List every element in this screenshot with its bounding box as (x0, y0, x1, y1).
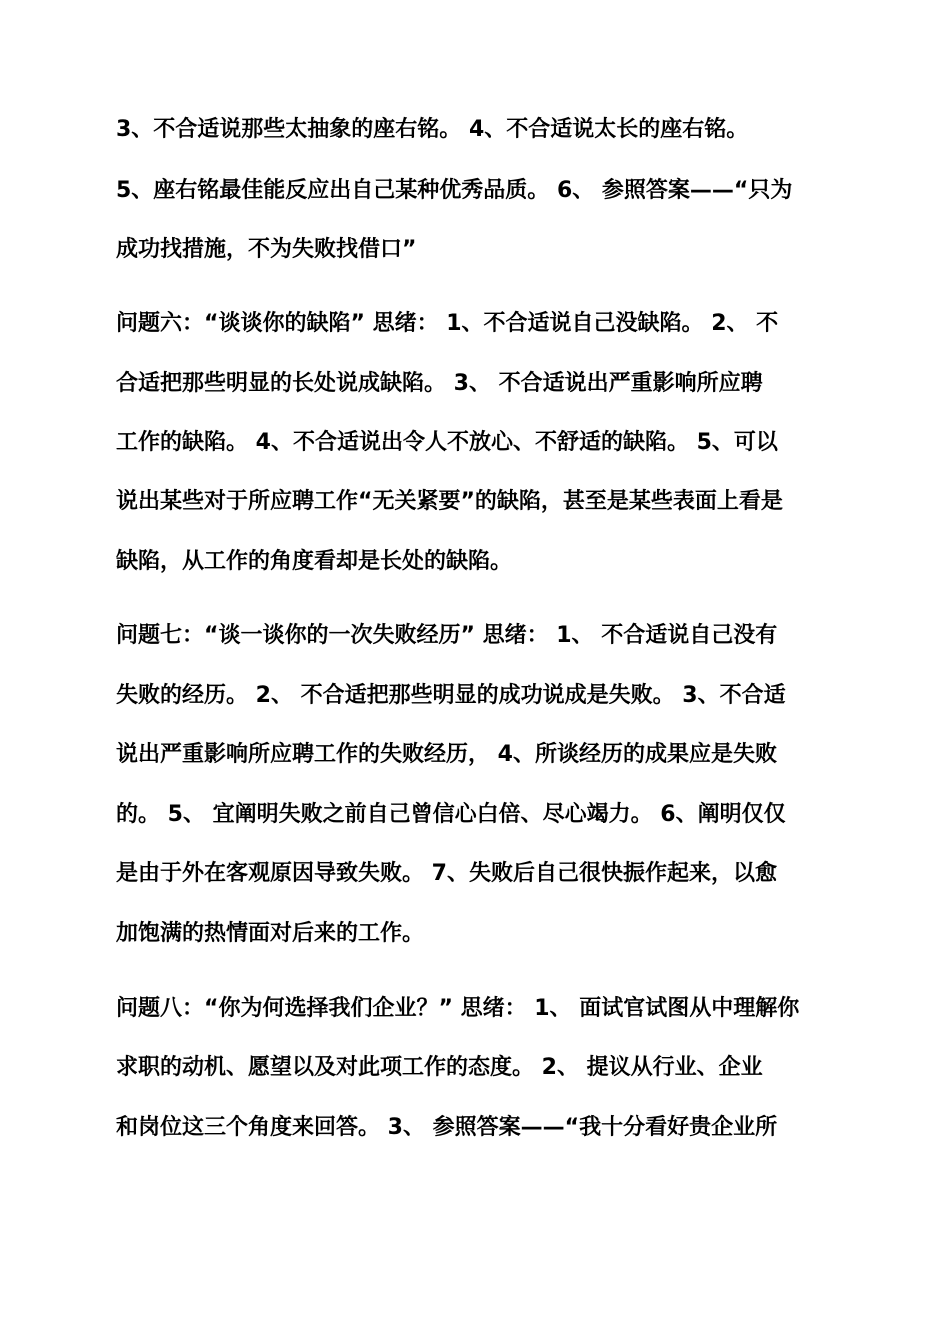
text-line: 加饱满的热情面对后来的工作。 (116, 921, 425, 946)
text-line: 求职的动机、愿望以及对此项工作的态度。 2、 提议从行业、企业 (116, 1055, 763, 1080)
text-line: 的。 5、 宜阐明失败之前自己曾信心白倍、尽心竭力。 6、阐明仅仅 (116, 802, 786, 827)
text-line: 缺陷，从工作的角度看却是长处的缺陷。 (116, 549, 513, 574)
text-line: 问题六：“谈谈你的缺陷” 思绪： 1、不合适说自己没缺陷。 2、 不 (116, 311, 779, 336)
text-line: 成功找措施，不为失败找借口” (116, 237, 417, 262)
text-line: 合适把那些明显的长处说成缺陷。 3、 不合适说出严重影响所应聘 (116, 371, 763, 396)
text-line: 失败的经历。 2、 不合适把那些明显的成功说成是失败。 3、不合适 (116, 683, 786, 708)
text-line: 说出某些对于所应聘工作“无关紧要”的缺陷，甚至是某些表面上看是 (116, 489, 783, 514)
text-line: 问题七：“谈一谈你的一次失败经历” 思绪： 1、 不合适说自己没有 (116, 623, 778, 648)
text-line: 说出严重影响所应聘工作的失败经历， 4、所谈经历的成果应是失败 (116, 742, 777, 767)
text-line: 是由于外在客观原因导致失败。 7、失败后自己很快振作起来，以愈 (116, 861, 777, 886)
text-line: 3、不合适说那些太抽象的座右铭。 4、不合适说太长的座右铭。 (116, 117, 749, 142)
text-line: 5、座右铭最佳能反应出自己某种优秀品质。 6、 参照答案——“只为 (116, 178, 793, 203)
text-line: 问题八：“你为何选择我们企业？” 思绪： 1、 面试官试图从中理解你 (116, 996, 800, 1021)
text-line: 工作的缺陷。 4、不合适说出令人不放心、不舒适的缺陷。 5、可以 (116, 430, 778, 455)
text-line: 和岗位这三个角度来回答。 3、 参照答案——“我十分看好贵企业所 (116, 1115, 778, 1140)
